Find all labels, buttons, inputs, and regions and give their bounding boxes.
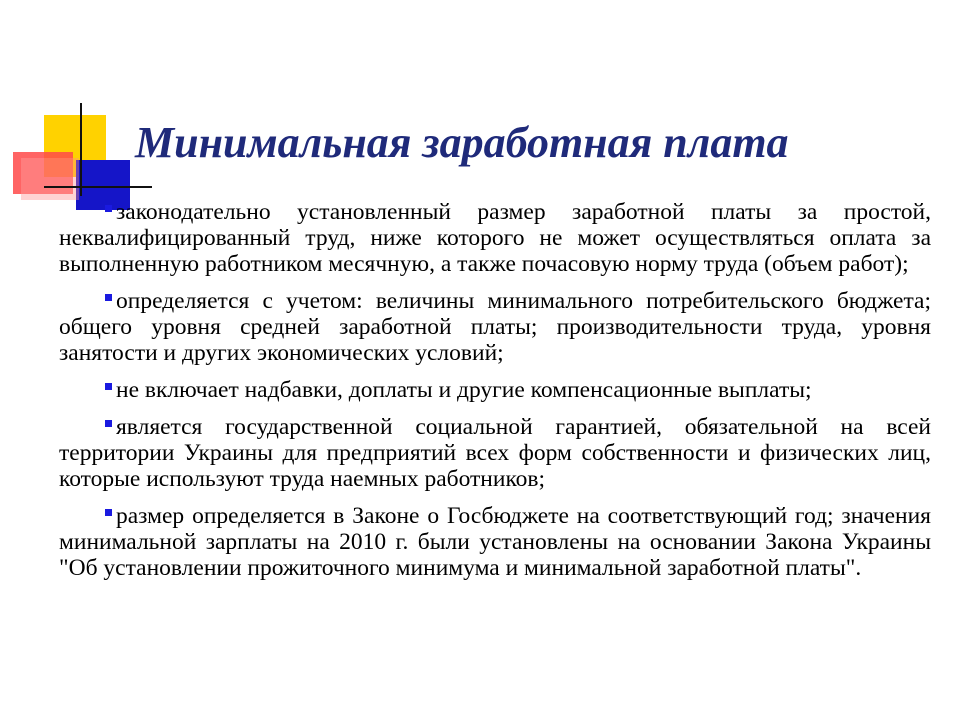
bullet-item <box>59 199 931 277</box>
square-bullet-icon <box>105 383 112 390</box>
bullet-item <box>59 288 931 366</box>
square-bullet-icon <box>105 294 112 301</box>
bullet-text: размер определяется в Законе о Госбюджете на соответствующий год; значения минимальной зарплаты на 2010 г. были установлены на основании Закона Украины "Об установлении прожиточного минимума и минимальной заработной платы". <box>59 503 931 581</box>
bullet-text: определяется с учетом: величины минимального потребительского бюджета; общего уровня средней заработной платы; производительности труда, уровня занятости и других экономических условий; <box>59 288 931 366</box>
square-bullet-icon <box>105 205 112 212</box>
bullet-text: не включает надбавки, доплаты и другие компенсационные выплаты; <box>116 377 812 403</box>
slide-title: Минимальная заработная плата <box>135 118 789 167</box>
bullet-item <box>59 414 931 492</box>
bullet-item <box>59 503 931 581</box>
bullet-text: законодательно установленный размер заработной платы за простой, неквалифицированный труд, ниже которого не может осуществляться оплата за выполненную работником месячную, а также почасовую норму труда (объем работ); <box>59 199 931 277</box>
decorative-vertical-line <box>80 103 82 196</box>
decorative-horizontal-line <box>44 186 152 188</box>
square-bullet-icon <box>105 420 112 427</box>
bullet-list <box>59 199 931 592</box>
bullet-text: является государственной социальной гарантией, обязательной на всей территории Украины для предприятий всех форм собственности и физических лиц, которые используют труда наемных работников; <box>59 414 931 492</box>
square-bullet-icon <box>105 509 112 516</box>
bullet-item <box>59 377 931 403</box>
